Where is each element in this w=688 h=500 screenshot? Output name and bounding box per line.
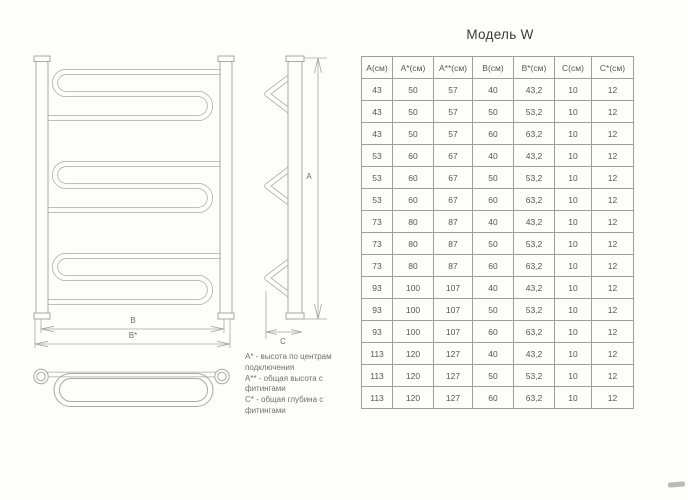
table-cell: 127 [434,387,473,409]
front-view-drawing [34,56,234,348]
table-cell: 60 [473,321,514,343]
table-header-cell: В(см) [473,57,514,79]
table-cell: 113 [362,343,393,365]
table-header-cell: В*(см) [514,57,555,79]
table-row [362,233,634,255]
spec-table [361,56,634,409]
table-cell: 63,2 [514,321,555,343]
table-cell: 10 [555,277,592,299]
table-cell: 67 [434,167,473,189]
table-cell: 120 [393,387,434,409]
drawing-note: А* - высота по центрам подключения [245,352,332,372]
table-cell: 53,2 [514,299,555,321]
table-cell: 73 [362,233,393,255]
table-cell: 50 [473,167,514,189]
table-cell: 60 [393,167,434,189]
table-cell: 43,2 [514,277,555,299]
table-cell: 10 [555,321,592,343]
table-cell: 40 [473,277,514,299]
table-cell: 50 [473,299,514,321]
table-cell: 43,2 [514,211,555,233]
table-row [362,255,634,277]
table-cell: 50 [473,101,514,123]
table-row [362,167,634,189]
table-cell: 12 [592,387,634,409]
table-cell: 12 [592,211,634,233]
table-cell: 63,2 [514,387,555,409]
table-cell: 107 [434,277,473,299]
table-header-cell: С(см) [555,57,592,79]
height-dimension-line [304,58,327,319]
table-cell: 43,2 [514,343,555,365]
table-cell: 80 [393,233,434,255]
table-row [362,145,634,167]
table-header-cell: С*(см) [592,57,634,79]
table-cell: 60 [473,123,514,145]
table-cell: 50 [393,123,434,145]
table-cell: 63,2 [514,255,555,277]
table-cell: 73 [362,255,393,277]
table-cell: 80 [393,211,434,233]
table-cell: 67 [434,145,473,167]
table-cell: 40 [473,145,514,167]
dimension-label-b: B [130,315,136,325]
table-cell: 93 [362,277,393,299]
table-cell: 12 [592,343,634,365]
table-cell: 127 [434,343,473,365]
table-row [362,299,634,321]
table-header-cell: А**(см) [434,57,473,79]
table-cell: 107 [434,299,473,321]
table-cell: 10 [555,299,592,321]
table-row [362,365,634,387]
side-view-drawing [266,56,327,339]
top-view-drawing [34,369,229,406]
table-cell: 50 [473,365,514,387]
table-cell: 60 [473,255,514,277]
table-cell: 80 [393,255,434,277]
table-cell: 53 [362,189,393,211]
table-cell: 60 [393,189,434,211]
table-cell: 60 [473,189,514,211]
table-cell: 60 [473,387,514,409]
table-cell: 50 [473,233,514,255]
drawing-notes [245,352,363,417]
table-cell: 53,2 [514,101,555,123]
table-cell: 12 [592,145,634,167]
table-cell: 43 [362,101,393,123]
table-cell: 40 [473,343,514,365]
table-header-row [362,57,634,79]
table-cell: 12 [592,277,634,299]
table-cell: 57 [434,101,473,123]
dimension-label-c: C [280,337,286,346]
table-cell: 53,2 [514,365,555,387]
scan-artifact [668,481,685,487]
table-row [362,79,634,101]
table-cell: 12 [592,299,634,321]
table-cell: 10 [555,233,592,255]
table-cell: 87 [434,233,473,255]
table-cell: 127 [434,365,473,387]
table-cell: 60 [393,145,434,167]
table-cell: 10 [555,365,592,387]
table-cell: 57 [434,79,473,101]
table-row [362,189,634,211]
table-cell: 100 [393,277,434,299]
table-cell: 63,2 [514,189,555,211]
table-cell: 10 [555,145,592,167]
table-cell: 50 [393,101,434,123]
table-body [362,79,634,409]
table-cell: 10 [555,387,592,409]
table-cell: 120 [393,365,434,387]
table-cell: 53,2 [514,167,555,189]
table-cell: 43 [362,123,393,145]
table-cell: 12 [592,79,634,101]
table-row [362,123,634,145]
table-cell: 87 [434,255,473,277]
table-cell: 113 [362,365,393,387]
table-cell: 87 [434,211,473,233]
drawing-note: А** - общая высота с фитингами [245,373,323,393]
table-cell: 53 [362,145,393,167]
table-cell: 53 [362,167,393,189]
table-cell: 67 [434,189,473,211]
table-cell: 12 [592,189,634,211]
table-cell: 40 [473,79,514,101]
table-row [362,321,634,343]
table-cell: 57 [434,123,473,145]
dimension-label-b-star: B* [128,331,138,340]
table-cell: 12 [592,123,634,145]
table-cell: 93 [362,321,393,343]
table-cell: 10 [555,189,592,211]
table-cell: 53,2 [514,233,555,255]
table-cell: 43 [362,79,393,101]
table-cell: 113 [362,387,393,409]
table-cell: 93 [362,299,393,321]
spec-table-container [361,56,634,409]
table-cell: 100 [393,299,434,321]
table-cell: 10 [555,255,592,277]
table-row [362,343,634,365]
table-row [362,387,634,409]
table-row [362,101,634,123]
table-cell: 43,2 [514,79,555,101]
drawing-note: С* - общая глубина с фитингами [245,395,324,415]
table-row [362,277,634,299]
top-view-coil-loop-inner [60,379,208,402]
table-cell: 10 [555,343,592,365]
dimension-label-a: A [306,172,312,181]
table-cell: 12 [592,255,634,277]
table-cell: 12 [592,321,634,343]
table-cell: 43,2 [514,145,555,167]
serpentine-coils [44,72,224,302]
table-cell: 120 [393,343,434,365]
table-header-cell: А*(см) [393,57,434,79]
table-cell: 73 [362,211,393,233]
table-cell: 100 [393,321,434,343]
table-cell: 10 [555,101,592,123]
table-cell: 10 [555,211,592,233]
table-cell: 12 [592,233,634,255]
table-row [362,211,634,233]
table-cell: 10 [555,123,592,145]
table-cell: 63,2 [514,123,555,145]
table-cell: 107 [434,321,473,343]
side-post [286,56,304,319]
page-title: Модель W [466,27,534,42]
table-cell: 10 [555,167,592,189]
table-cell: 50 [393,79,434,101]
table-cell: 12 [592,101,634,123]
table-cell: 12 [592,167,634,189]
table-cell: 10 [555,79,592,101]
table-cell: 12 [592,365,634,387]
table-cell: 40 [473,211,514,233]
table-header-cell: А(см) [362,57,393,79]
